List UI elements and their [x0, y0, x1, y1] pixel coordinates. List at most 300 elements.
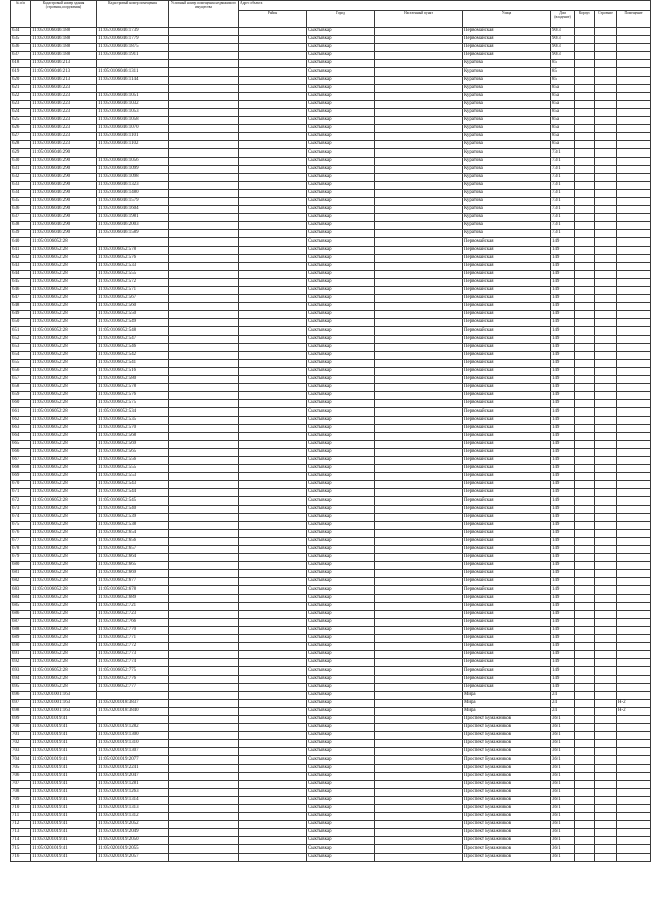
table-row — [11, 36, 651, 44]
cell-house: 149 — [551, 400, 575, 408]
table-row — [11, 505, 651, 513]
table-row — [11, 197, 651, 205]
cell-cad-room: 11:05:0106052:770 — [97, 626, 169, 634]
cell-building — [595, 813, 617, 821]
cell-district — [239, 594, 307, 602]
cell-num: 678 — [11, 546, 31, 554]
cell-cond-num — [169, 651, 239, 659]
cell-cad-room: 11:05:0106052:569 — [97, 440, 169, 448]
cadastral-table — [10, 0, 651, 862]
cell-cond-num — [169, 287, 239, 295]
cell-cad-building: 11:05:0106052:28 — [31, 497, 97, 505]
table-body — [11, 28, 651, 862]
cell-street: Первомайская — [463, 651, 551, 659]
cell-cad-building: 11:05:0106046:290 — [31, 173, 97, 181]
cell-settlement — [375, 521, 463, 529]
cell-district — [239, 133, 307, 141]
cell-settlement — [375, 764, 463, 772]
cell-district — [239, 626, 307, 634]
cell-cad-building: 11:05:0106046:213 — [31, 60, 97, 68]
cell-num: 698 — [11, 707, 31, 715]
header-num: № п/п — [11, 1, 31, 28]
cell-cad-room: 11:05:0106052:656 — [97, 537, 169, 545]
cell-street: Куратова — [463, 108, 551, 116]
cell-cad-building: 11:05:0201019:41 — [31, 740, 97, 748]
cell-num: 697 — [11, 699, 31, 707]
cell-cond-num — [169, 554, 239, 562]
cell-room — [617, 610, 651, 618]
cell-cad-building: 11:05:0106052:28 — [31, 651, 97, 659]
cell-district — [239, 618, 307, 626]
cell-room: Н-2 — [617, 707, 651, 715]
cell-settlement — [375, 845, 463, 853]
cell-cond-num — [169, 691, 239, 699]
cell-city: Сыктывкар — [307, 829, 375, 837]
header-korpus: Корпус — [575, 10, 595, 27]
header-building: Строение — [595, 10, 617, 27]
cell-house: 149 — [551, 238, 575, 246]
cell-district — [239, 513, 307, 521]
cell-cad-building: 11:05:0106052:28 — [31, 659, 97, 667]
cell-cad-room — [97, 60, 169, 68]
cell-settlement — [375, 28, 463, 36]
cell-num: 704 — [11, 756, 31, 764]
cell-num: 618 — [11, 60, 31, 68]
cell-korpus — [575, 707, 595, 715]
table-row — [11, 359, 651, 367]
cell-house: 149 — [551, 537, 575, 545]
cell-building — [595, 327, 617, 335]
cell-building — [595, 554, 617, 562]
cell-num: 635 — [11, 197, 31, 205]
cell-num: 703 — [11, 748, 31, 756]
cell-house: 85а — [551, 100, 575, 108]
cell-district — [239, 740, 307, 748]
cell-district — [239, 748, 307, 756]
cell-settlement — [375, 270, 463, 278]
cell-settlement — [375, 610, 463, 618]
cell-district — [239, 667, 307, 675]
cell-district — [239, 691, 307, 699]
cell-house: 149 — [551, 287, 575, 295]
cell-room — [617, 505, 651, 513]
cell-cad-room: 11:05:0106052:547 — [97, 335, 169, 343]
cell-house: 85а — [551, 133, 575, 141]
cell-city: Сыктывкар — [307, 125, 375, 133]
cell-city: Сыктывкар — [307, 432, 375, 440]
cell-street: Первомайская — [463, 270, 551, 278]
cell-city: Сыктывкар — [307, 149, 375, 157]
cell-cad-room: 11:05:0106046:1058 — [97, 117, 169, 125]
table-row — [11, 489, 651, 497]
table-row — [11, 602, 651, 610]
cell-korpus — [575, 311, 595, 319]
cell-street: Проспект Бумажников — [463, 756, 551, 764]
cell-building — [595, 343, 617, 351]
cell-building — [595, 497, 617, 505]
cell-korpus — [575, 699, 595, 707]
cell-city: Сыктывкар — [307, 780, 375, 788]
cell-room — [617, 821, 651, 829]
cell-house: 149 — [551, 489, 575, 497]
cell-house: 149 — [551, 513, 575, 521]
cell-street: Первомайская — [463, 36, 551, 44]
cell-city: Сыктывкар — [307, 635, 375, 643]
cell-street: Проспект Бумажников — [463, 845, 551, 853]
cell-district — [239, 376, 307, 384]
cell-korpus — [575, 562, 595, 570]
table-row — [11, 432, 651, 440]
cell-building — [595, 173, 617, 181]
cell-city: Сыктывкар — [307, 707, 375, 715]
cell-room — [617, 602, 651, 610]
cell-district — [239, 432, 307, 440]
cell-settlement — [375, 311, 463, 319]
cell-room — [617, 238, 651, 246]
cell-cad-building: 11:05:0106052:28 — [31, 278, 97, 286]
cell-room — [617, 303, 651, 311]
cell-cond-num — [169, 52, 239, 60]
table-row — [11, 214, 651, 222]
cell-street: Куратова — [463, 133, 551, 141]
cell-room — [617, 367, 651, 375]
cell-cad-building: 11:05:0106046:290 — [31, 165, 97, 173]
table-row — [11, 845, 651, 853]
cell-korpus — [575, 440, 595, 448]
cell-settlement — [375, 165, 463, 173]
cell-street: Первомайская — [463, 546, 551, 554]
cell-house: 85а — [551, 141, 575, 149]
cell-settlement — [375, 408, 463, 416]
cell-num: 652 — [11, 335, 31, 343]
cell-korpus — [575, 537, 595, 545]
cell-district — [239, 165, 307, 173]
cell-num: 633 — [11, 181, 31, 189]
cell-room — [617, 732, 651, 740]
cell-cad-room: 11:05:0201019:1307 — [97, 748, 169, 756]
table-row — [11, 618, 651, 626]
cell-city: Сыктывкар — [307, 740, 375, 748]
cell-cond-num — [169, 149, 239, 157]
cell-cad-building: 11:05:0106052:28 — [31, 546, 97, 554]
cell-num: 693 — [11, 667, 31, 675]
cell-district — [239, 440, 307, 448]
cell-cad-building: 11:05:0201019:41 — [31, 853, 97, 861]
cell-cad-building: 11:05:0106052:28 — [31, 626, 97, 634]
cell-room — [617, 780, 651, 788]
cell-city: Сыктывкар — [307, 546, 375, 554]
cell-cad-building: 11:05:0201019:41 — [31, 788, 97, 796]
table-row — [11, 724, 651, 732]
cell-room — [617, 764, 651, 772]
cell-house: 36/1 — [551, 732, 575, 740]
cell-city: Сыктывкар — [307, 165, 375, 173]
cell-city: Сыктывкар — [307, 100, 375, 108]
table-row — [11, 246, 651, 254]
cell-house: 85 — [551, 68, 575, 76]
cell-room — [617, 659, 651, 667]
cell-settlement — [375, 481, 463, 489]
cell-city: Сыктывкар — [307, 481, 375, 489]
cell-room — [617, 52, 651, 60]
cell-cad-building: 11:05:0106046:223 — [31, 141, 97, 149]
cell-city: Сыктывкар — [307, 521, 375, 529]
cell-cad-room: 11:05:0106046:1779 — [97, 36, 169, 44]
cell-num: 668 — [11, 465, 31, 473]
cell-cad-building: 11:05:0106046:188 — [31, 44, 97, 52]
cell-house: 36/1 — [551, 805, 575, 813]
cell-house: 149 — [551, 675, 575, 683]
table-row — [11, 92, 651, 100]
cell-city: Сыктывкар — [307, 295, 375, 303]
header-city: Город — [307, 10, 375, 27]
cell-korpus — [575, 578, 595, 586]
cell-cad-room: 11:05:0106052:657 — [97, 546, 169, 554]
cell-cad-room: 11:05:0106046:1102 — [97, 141, 169, 149]
cell-street: Проспект Бумажников — [463, 829, 551, 837]
cell-cad-building: 11:05:0106052:28 — [31, 287, 97, 295]
cell-building — [595, 117, 617, 125]
cell-house: 36/1 — [551, 788, 575, 796]
cell-room — [617, 408, 651, 416]
cell-cad-building: 11:05:0106052:28 — [31, 311, 97, 319]
cell-building — [595, 230, 617, 238]
cell-street: Первомайская — [463, 521, 551, 529]
cell-city: Сыктывкар — [307, 68, 375, 76]
cell-city: Сыктывкар — [307, 440, 375, 448]
cell-num: 695 — [11, 683, 31, 691]
cell-street: Первомайская — [463, 570, 551, 578]
cell-house: 149 — [551, 521, 575, 529]
cell-city: Сыктывкар — [307, 408, 375, 416]
cell-cond-num — [169, 497, 239, 505]
cell-district — [239, 222, 307, 230]
cell-cad-building: 11:05:0106046:290 — [31, 197, 97, 205]
cell-num: 700 — [11, 724, 31, 732]
cell-settlement — [375, 76, 463, 84]
cell-room — [617, 133, 651, 141]
cell-district — [239, 805, 307, 813]
table-row — [11, 699, 651, 707]
cell-cond-num — [169, 505, 239, 513]
cell-cond-num — [169, 254, 239, 262]
cell-settlement — [375, 594, 463, 602]
cell-settlement — [375, 602, 463, 610]
cell-num: 683 — [11, 586, 31, 594]
cell-cad-room: 11:05:0106052:578 — [97, 246, 169, 254]
cell-korpus — [575, 400, 595, 408]
cell-house: 73/1 — [551, 197, 575, 205]
cell-street: Первомайская — [463, 448, 551, 456]
cell-korpus — [575, 343, 595, 351]
table-row — [11, 562, 651, 570]
cell-cond-num — [169, 214, 239, 222]
table-row — [11, 384, 651, 392]
cell-cad-building: 11:05:0106052:28 — [31, 246, 97, 254]
cell-city: Сыктывкар — [307, 675, 375, 683]
cell-room — [617, 278, 651, 286]
cell-num: 638 — [11, 222, 31, 230]
table-row — [11, 189, 651, 197]
cell-room — [617, 359, 651, 367]
cell-settlement — [375, 732, 463, 740]
cell-district — [239, 311, 307, 319]
cell-cad-room: 11:05:0201019:2077 — [97, 756, 169, 764]
cell-city: Сыктывкар — [307, 254, 375, 262]
cell-num: 623 — [11, 100, 31, 108]
cell-num: 634 — [11, 28, 31, 36]
cell-num: 640 — [11, 238, 31, 246]
cell-num: 671 — [11, 489, 31, 497]
cell-room — [617, 189, 651, 197]
cell-house: 149 — [551, 554, 575, 562]
cell-cad-building: 11:05:0201019:41 — [31, 772, 97, 780]
cell-district — [239, 92, 307, 100]
cell-cad-room — [97, 691, 169, 699]
cell-street: Куратова — [463, 117, 551, 125]
cell-city: Сыктывкар — [307, 206, 375, 214]
cell-settlement — [375, 141, 463, 149]
cell-cad-building: 11:05:0106052:28 — [31, 554, 97, 562]
cell-city: Сыктывкар — [307, 570, 375, 578]
table-row — [11, 84, 651, 92]
cell-num: 716 — [11, 853, 31, 861]
cell-house: 149 — [551, 408, 575, 416]
cell-room — [617, 44, 651, 52]
cell-num: 699 — [11, 715, 31, 723]
cell-street: Проспект Бумажников — [463, 788, 551, 796]
cell-num: 663 — [11, 424, 31, 432]
cell-korpus — [575, 206, 595, 214]
cell-building — [595, 416, 617, 424]
cell-cad-building: 11:05:0106052:28 — [31, 351, 97, 359]
cell-korpus — [575, 724, 595, 732]
cell-settlement — [375, 108, 463, 116]
cell-cad-building: 11:05:0106052:28 — [31, 424, 97, 432]
cell-house: 149 — [551, 424, 575, 432]
table-row — [11, 537, 651, 545]
table-row — [11, 68, 651, 76]
cell-cad-room: 11:05:0201019:1281 — [97, 780, 169, 788]
cell-street: Куратова — [463, 141, 551, 149]
cell-house: 149 — [551, 351, 575, 359]
cell-num: 711 — [11, 813, 31, 821]
cell-city: Сыктывкар — [307, 764, 375, 772]
cell-city: Сыктывкар — [307, 659, 375, 667]
cell-cad-building: 11:05:0106052:28 — [31, 465, 97, 473]
cell-settlement — [375, 319, 463, 327]
cell-num: 675 — [11, 521, 31, 529]
cell-building — [595, 440, 617, 448]
cell-cond-num — [169, 513, 239, 521]
cell-building — [595, 448, 617, 456]
cell-num: 644 — [11, 270, 31, 278]
cell-room — [617, 141, 651, 149]
cell-house: 85а — [551, 92, 575, 100]
table-row — [11, 610, 651, 618]
cell-street: Проспект Бумажников — [463, 740, 551, 748]
cell-settlement — [375, 546, 463, 554]
cell-room — [617, 84, 651, 92]
cell-korpus — [575, 319, 595, 327]
cell-street: Куратова — [463, 173, 551, 181]
cell-korpus — [575, 424, 595, 432]
cell-korpus — [575, 287, 595, 295]
cell-korpus — [575, 675, 595, 683]
table-row — [11, 578, 651, 586]
cell-city: Сыктывкар — [307, 230, 375, 238]
cell-building — [595, 92, 617, 100]
cell-district — [239, 197, 307, 205]
cell-city: Сыктывкар — [307, 578, 375, 586]
cell-korpus — [575, 715, 595, 723]
cell-korpus — [575, 246, 595, 254]
cell-district — [239, 351, 307, 359]
cell-city: Сыктывкар — [307, 214, 375, 222]
cell-cad-building: 11:05:0106052:28 — [31, 667, 97, 675]
cell-district — [239, 756, 307, 764]
cell-district — [239, 278, 307, 286]
cell-cad-room: 11:05:0201019:2049 — [97, 829, 169, 837]
cell-num: 673 — [11, 505, 31, 513]
cell-num: 650 — [11, 319, 31, 327]
cell-cad-building: 11:05:0106046:290 — [31, 230, 97, 238]
cell-house: 85 — [551, 60, 575, 68]
cell-room — [617, 513, 651, 521]
cell-num: 712 — [11, 821, 31, 829]
cell-cad-building: 11:05:0201019:41 — [31, 756, 97, 764]
table-row — [11, 278, 651, 286]
cell-num: 664 — [11, 432, 31, 440]
cell-building — [595, 36, 617, 44]
cell-cond-num — [169, 181, 239, 189]
cell-cond-num — [169, 473, 239, 481]
cell-building — [595, 764, 617, 772]
cell-cond-num — [169, 432, 239, 440]
cell-cad-building: 11:05:0106046:223 — [31, 133, 97, 141]
cell-settlement — [375, 513, 463, 521]
cell-settlement — [375, 683, 463, 691]
cell-street: Куратова — [463, 125, 551, 133]
cell-building — [595, 157, 617, 165]
table-row — [11, 643, 651, 651]
table-row — [11, 546, 651, 554]
cell-cad-building: 11:05:0106046:213 — [31, 68, 97, 76]
cell-house: 73/1 — [551, 149, 575, 157]
cell-korpus — [575, 529, 595, 537]
cell-cad-building: 11:05:0106046:223 — [31, 84, 97, 92]
cell-settlement — [375, 189, 463, 197]
table-row — [11, 853, 651, 861]
cell-building — [595, 537, 617, 545]
cell-cad-building: 11:05:0106046:223 — [31, 92, 97, 100]
table-row — [11, 715, 651, 723]
cell-city: Сыктывкар — [307, 108, 375, 116]
cell-room — [617, 327, 651, 335]
cell-cad-building: 11:05:0201019:41 — [31, 805, 97, 813]
table-row — [11, 60, 651, 68]
cell-korpus — [575, 740, 595, 748]
table-row — [11, 133, 651, 141]
cell-street: Первомайская — [463, 335, 551, 343]
cell-cad-room — [97, 715, 169, 723]
cell-cond-num — [169, 359, 239, 367]
table-row — [11, 473, 651, 481]
cell-street: Первомайская — [463, 262, 551, 270]
cell-building — [595, 303, 617, 311]
cell-street: Первомайская — [463, 246, 551, 254]
cell-cad-room: 11:05:0106052:556 — [97, 456, 169, 464]
